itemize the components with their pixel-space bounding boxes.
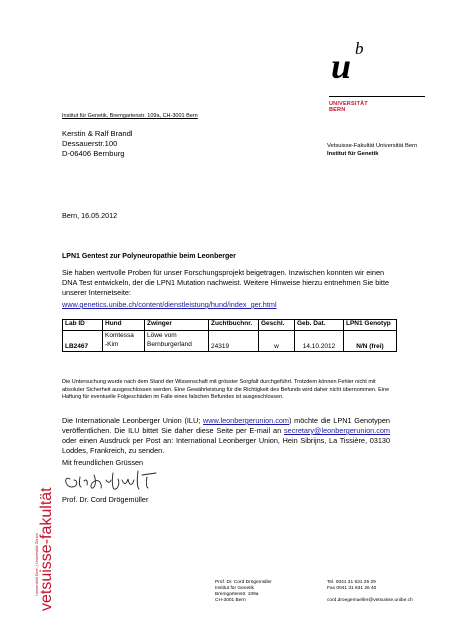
cell-zwinger: Löwe vom Bernburgerland xyxy=(145,331,209,352)
col-genotyp: LPN1 Genotyp xyxy=(344,320,397,331)
university-name: UNIVERSITÄT BERN xyxy=(329,101,368,113)
col-zwinger: Zwinger xyxy=(145,320,209,331)
disclaimer: Die Untersuchung wurde nach dem Stand der Wissenschaft mit grösster Sorgfalt durchgeführt. Trotzdem können Fehler nicht mit absoluter Sicherheit ausgeschlossen werden. Eine Gewährleistung für die Richtigkeit des Befunds wird daher nicht übernommen. Eine Haftung für eventuelle Folgeschäden im Falle eines falschen Befundes ist ausgeschlossen. xyxy=(62,379,390,400)
letter-date: Bern, 16.05.2012 xyxy=(62,211,118,220)
intro-paragraph: Sie haben wertvolle Proben für unser Forschungsprojekt beigetragen. Inzwischen konnten wir einen DNA Test entwickeln, der die LPN1 Mutation nachweist. Weitere Hinweise hierzu entnehmen Sie bitte unserer Internetseite: xyxy=(62,268,390,298)
cell-geschlecht: w xyxy=(259,331,295,352)
ilu-website-link[interactable]: www.leonbergerunion.com xyxy=(203,416,290,425)
genetics-website-link[interactable]: www.genetics.unibe.ch/content/dienstleistung/hund/index_ger.html xyxy=(62,300,277,309)
cell-hund: Komtessa -Kim xyxy=(103,331,145,352)
ilu-paragraph: Die Internationale Leonberger Union (ILU; www.leonbergerunion.com) möchte die LPN1 Genotypen veröffentlichen. Die ILU bittet Sie daher diese Seite per E-mail an secretary@leonbergerunion.com oder einen Ausdruck per Post an: International Leonberger Union, Hein Sibrijns, La Tissière, 03130 Loddes, Frankreich, zu senden. xyxy=(62,416,390,455)
side-universities: Universität Bern | Universität Zürich xyxy=(34,533,39,596)
footer-address: Prof. Dr. Cord Drögemüller Institut für Genetik Bremgartenstr. 109a CH-3001 Bern xyxy=(215,580,272,603)
university-logo-b: b xyxy=(355,39,364,58)
closing: Mit freundlichen Grüssen xyxy=(62,458,144,467)
table-header-row xyxy=(63,320,397,331)
cell-lab-id: LB2467 xyxy=(63,331,103,352)
ilu-email-link[interactable]: secretary@leonbergerunion.com xyxy=(284,426,390,435)
cell-zuchtbuch: 24319 xyxy=(209,331,259,352)
signature xyxy=(62,465,172,493)
cell-genotyp: N/N (frei) xyxy=(344,331,397,352)
col-geschlecht: Geschl. xyxy=(259,320,295,331)
recipient-address: Kerstin & Ralf Brandl Dessauerstr.100 D-06406 Bernburg xyxy=(62,129,133,158)
col-hund: Hund xyxy=(103,320,145,331)
col-lab-id: Lab ID xyxy=(63,320,103,331)
faculty-block: Vetsuisse-Fakultät Universität Bern Institut für Genetik xyxy=(327,143,418,157)
cell-geburtsdatum: 14.10.2012 xyxy=(295,331,344,352)
letter-subject: LPN1 Gentest zur Polyneuropathie beim Leonberger xyxy=(62,253,236,260)
col-geburtsdatum: Geb. Dat. xyxy=(295,320,344,331)
col-zuchtbuch: Zuchtbuchnr. xyxy=(209,320,259,331)
side-faculty-name: vetsuisse-fakultät xyxy=(38,487,55,611)
sender-line: Institut für Genetik, Bremgartenstr. 109a, CH-3001 Bern xyxy=(62,113,198,119)
university-logo-u: u xyxy=(331,46,352,86)
results-table xyxy=(62,319,397,352)
signatory-name: Prof. Dr. Cord Drögemüller xyxy=(62,495,149,504)
logo-rule xyxy=(329,96,425,97)
footer-contact: Tel. 0041 31 631 25 29 Fax 0041 31 631 26 40 cord.droegemueller@vetsuisse.unibe.ch xyxy=(327,580,413,603)
table-row xyxy=(63,331,397,352)
